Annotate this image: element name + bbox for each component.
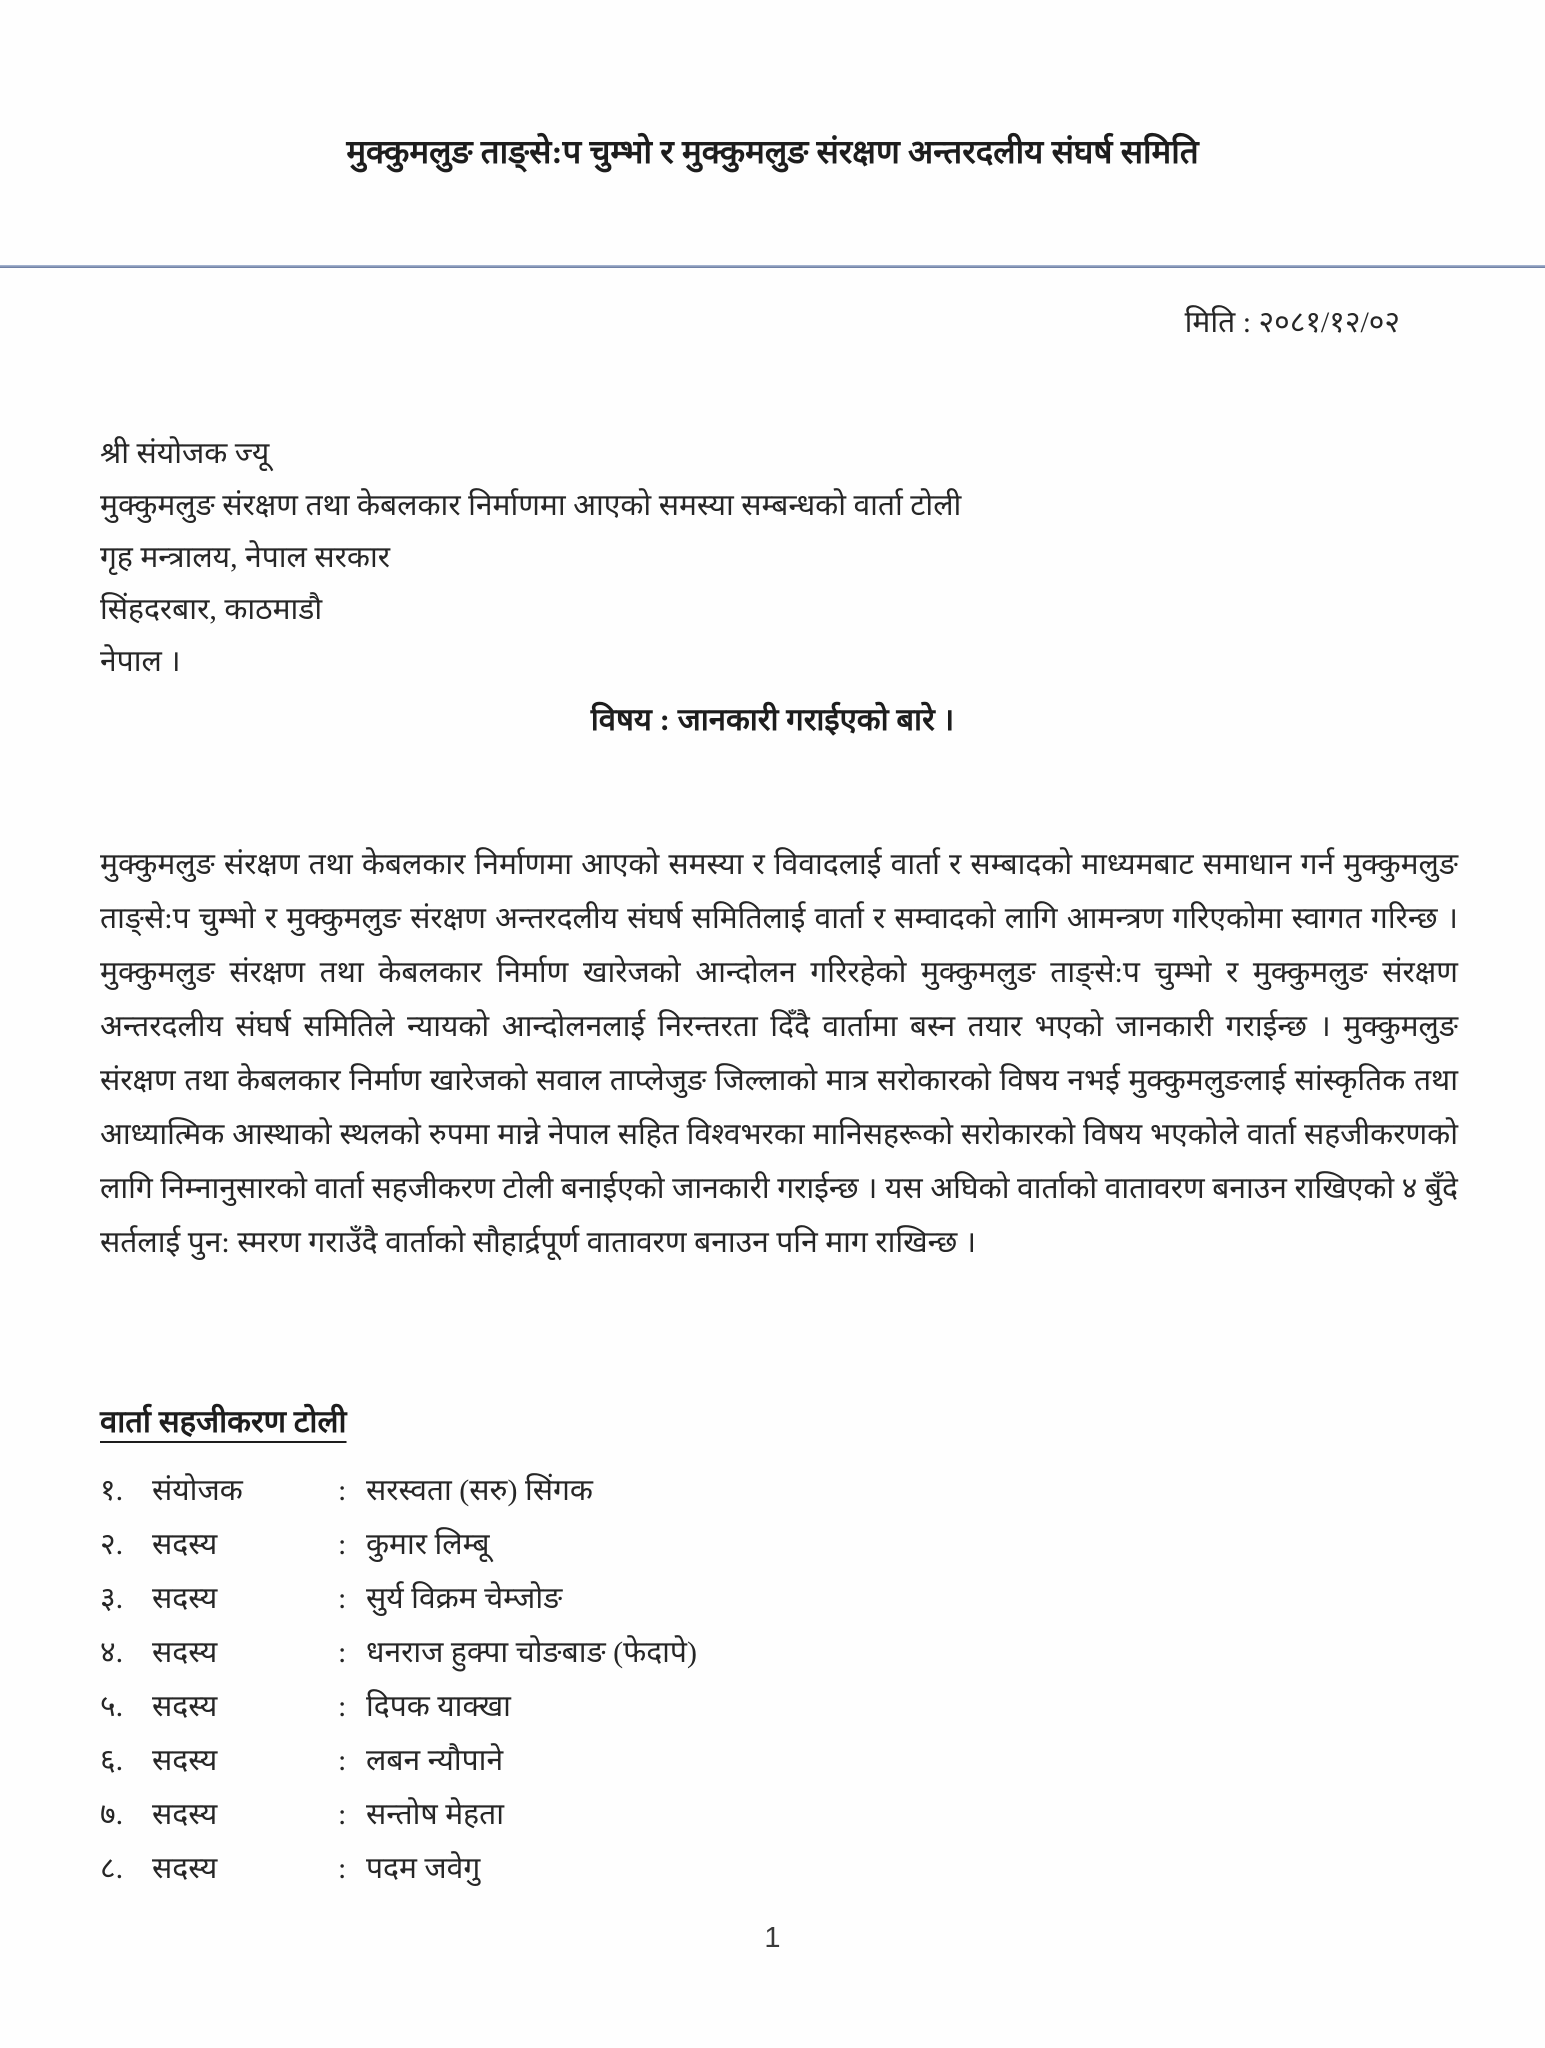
team-member-row xyxy=(100,1842,1455,1896)
member-name: कुमार लिम्बू xyxy=(366,1528,490,1561)
member-number: ७. xyxy=(100,1798,124,1831)
recipient-ministry-line: गृह मन्त्रालय, नेपाल सरकार xyxy=(100,541,391,574)
body-paragraph: मुक्कुमलुङ संरक्षण तथा केबलकार निर्माणमा आएको समस्या र विवादलाई वार्ता र सम्बादको माध्यमबाट समाधान गर्न मुक्कुमलुङ ताङ्से:प चुम्भो र मुक्कुमलुङ संरक्षण अन्तरदलीय संघर्ष समितिलाई वार्ता र सम्वादको लागि आमन्त्रण गरिएकोमा स्वागत गरिन्छ । मुक्कुमलुङ संरक्षण तथा केबलकार निर्माण खारेजको आन्दोलन गरिरहेको मुक्कुमलुङ ताङ्से:प चुम्भो र मुक्कुमलुङ संरक्षण अन्तरदलीय संघर्ष समितिले न्यायको आन्दोलनलाई निरन्तरता दिँदै वार्तामा बस्न तयार भएको जानकारी गराईन्छ । मुक्कुमलुङ संरक्षण तथा केबलकार निर्माण खारेजको सवाल ताप्लेजुङ जिल्लाको मात्र सरोकारको विषय नभई मुक्कुमलुङलाई सांस्कृतिक तथा आध्यात्मिक आस्थाको स्थलको रुपमा मान्ने नेपाल सहित विश्वभरका मानिसहरूको सरोकारको विषय भएकोले वार्ता सहजीकरणको लागि निम्नानुसारको वार्ता सहजीकरण टोली बनाईएको जानकारी गराईन्छ । यस अघिको वार्ताको वातावरण बनाउन राखिएको ४ बुँदे सर्तलाई पुन: स्मरण गराउँदै वार्ताको सौहार्द्रपूर्ण वातावरण बनाउन पनि माग राखिन्छ । xyxy=(100,848,1458,1259)
letterhead-divider xyxy=(0,265,1545,268)
member-role: सदस्य xyxy=(152,1690,218,1723)
member-number: ४. xyxy=(100,1636,124,1669)
member-number: ३. xyxy=(100,1582,124,1615)
date-line: मिति : २०८१/१२/०२ xyxy=(1184,306,1400,339)
member-role: सदस्य xyxy=(152,1582,218,1615)
team-member-row xyxy=(100,1788,1455,1842)
recipient-salutation: श्री संयोजक ज्यू xyxy=(100,437,270,470)
team-heading: वार्ता सहजीकरण टोली xyxy=(100,1404,347,1439)
colon-separator: : xyxy=(338,1474,347,1507)
member-number: १. xyxy=(100,1474,124,1507)
member-name: सुर्य विक्रम चेम्जोङ xyxy=(366,1582,563,1615)
team-member-row xyxy=(100,1518,1455,1572)
recipient-address-line: सिंहदरबार, काठमाडौ xyxy=(100,593,323,626)
member-number: ८. xyxy=(100,1852,124,1885)
colon-separator: : xyxy=(338,1744,347,1777)
recipient-country-line: नेपाल । xyxy=(100,645,181,678)
recipient-block xyxy=(100,428,1455,688)
team-member-row xyxy=(100,1626,1455,1680)
member-role: सदस्य xyxy=(152,1798,218,1831)
member-name: सन्तोष मेहता xyxy=(366,1798,504,1831)
colon-separator: : xyxy=(338,1636,347,1669)
member-role: सदस्य xyxy=(152,1636,218,1669)
member-role: सदस्य xyxy=(152,1528,218,1561)
recipient-org-line: मुक्कुमलुङ संरक्षण तथा केबलकार निर्माणमा आएको समस्या सम्बन्धको वार्ता टोली xyxy=(100,489,962,522)
member-number: ६. xyxy=(100,1744,124,1777)
member-name: पदम जवेगु xyxy=(366,1852,481,1885)
colon-separator: : xyxy=(338,1690,347,1723)
colon-separator: : xyxy=(338,1582,347,1615)
colon-separator: : xyxy=(338,1798,347,1831)
colon-separator: : xyxy=(338,1852,347,1885)
member-name: दिपक याक्खा xyxy=(366,1690,511,1723)
team-member-row xyxy=(100,1572,1455,1626)
member-name: धनराज हुक्पा चोङबाङ (फेदापे) xyxy=(366,1636,697,1669)
member-name: सरस्वता (सरु) सिंगक xyxy=(366,1474,593,1507)
team-list xyxy=(100,1464,1455,1896)
member-name: लबन न्यौपाने xyxy=(366,1744,504,1777)
member-role: सदस्य xyxy=(152,1744,218,1777)
team-member-row xyxy=(100,1734,1455,1788)
member-number: २. xyxy=(100,1528,124,1561)
member-role: संयोजक xyxy=(152,1474,243,1507)
letterhead-title: मुक्कुमलुङ ताङ्से:प चुम्भो र मुक्कुमलुङ संरक्षण अन्तरदलीय संघर्ष समिति xyxy=(346,135,1199,171)
team-member-row xyxy=(100,1680,1455,1734)
subject-line: विषय : जानकारी गराईएको बारे । xyxy=(590,702,955,737)
colon-separator: : xyxy=(338,1528,347,1561)
team-member-row xyxy=(100,1464,1455,1518)
member-role: सदस्य xyxy=(152,1852,218,1885)
page-number: 1 xyxy=(764,1922,781,1954)
member-number: ५. xyxy=(100,1690,124,1723)
